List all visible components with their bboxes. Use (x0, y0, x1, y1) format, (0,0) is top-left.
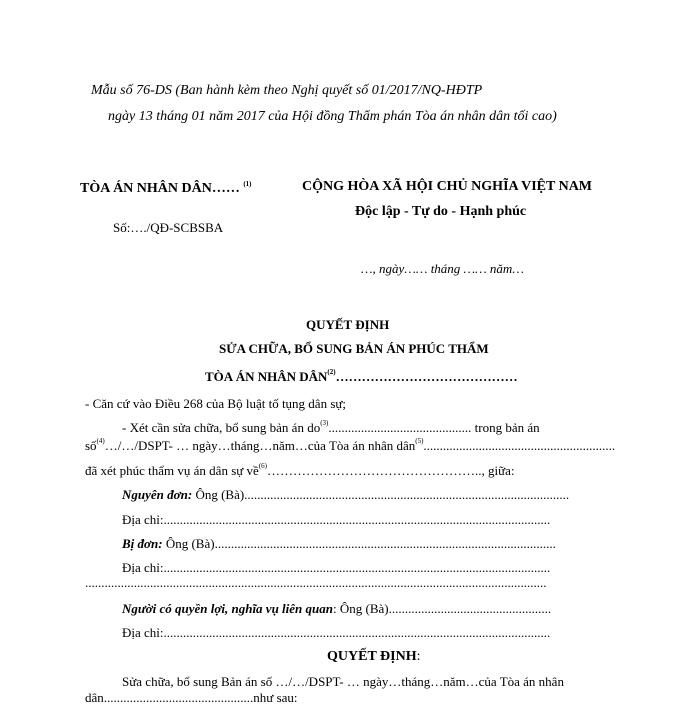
place-date: …, ngày…… tháng …… năm… (361, 261, 524, 276)
dotted-line: .............................................................................................................................................. (85, 575, 547, 590)
defendant-address: Địa chỉ:....................................................................................................................... (122, 560, 551, 575)
case-line: đã xét phúc thẩm vụ án dân sự về$^{(6)}$………………………………………….., giữa: (85, 462, 515, 478)
document-title: QUYẾT ĐỊNH (306, 317, 390, 332)
footnote-ref-1: (1) (243, 180, 252, 188)
footnote-ref-4: (4) (96, 437, 105, 445)
court-line: TÒA ÁN NHÂN DÂN$^{(2)}$…………………………………… (205, 368, 518, 384)
national-motto: Độc lập - Tự do - Hạnh phúc (355, 204, 527, 219)
decision-heading: QUYẾT ĐỊNH: (327, 649, 421, 664)
plaintiff-address: Địa chỉ:....................................................................................................................... (122, 512, 551, 527)
footnote-ref-3: (3) (320, 419, 329, 427)
consideration-line: - Xét cần sửa chữa, bổ sung bản án $do^{(3)}$............................................ trong bản án (122, 419, 540, 435)
footnote-ref-2: (2) (327, 368, 336, 376)
form-citation-line2: ngày 13 tháng 01 năm 2017 của Hội đồng Thẩm phán Tòa án nhân dân tối cao) (108, 109, 557, 124)
decision-number: Số:…./QĐ-SCBSBA (113, 220, 224, 235)
document-subtitle: SỬA CHỮA, BỔ SUNG BẢN ÁN PHÚC THẨM (219, 341, 489, 356)
legal-basis: - Căn cứ vào Điều 268 của Bộ luật tố tụng dân sự; (85, 396, 347, 411)
national-title: CỘNG HÒA XÃ HỘI CHỦ NGHĨA VIỆT NAM (302, 179, 593, 194)
judgment-number-line: số$^{(4)}$…/…/DSPT- … ngày…tháng…năm…của Tòa án nhân dân$^{(5)}$........................................................... (85, 437, 616, 453)
defendant-line: Bị đơn: Ông (Bà)......................................................................................................... (122, 536, 556, 551)
decision-text-line2: dân..............................................như sau: (85, 690, 298, 705)
footnote-ref-5: (5) (415, 437, 424, 445)
decision-text-line1: Sửa chữa, bổ sung Bản án số …/…/DSPT- … ngày…tháng…năm…của Tòa án nhân (122, 674, 564, 689)
footnote-ref-6: (6) (258, 462, 268, 470)
court-name: TÒA ÁN NHÂN DÂN…… $^{(1)}$ (80, 180, 252, 196)
related-party-line: Người có quyền lợi, nghĩa vụ liên quan: Ông (Bà).................................................. (122, 601, 552, 616)
related-party-address: Địa chỉ:....................................................................................................................... (122, 625, 551, 640)
plaintiff-line: Nguyên đơn: Ông (Bà).................................................................................................... (122, 487, 570, 502)
form-citation-line1: Mẫu số 76-DS (Ban hành kèm theo Nghị quyết số 01/2017/NQ-HĐTP (91, 83, 483, 98)
